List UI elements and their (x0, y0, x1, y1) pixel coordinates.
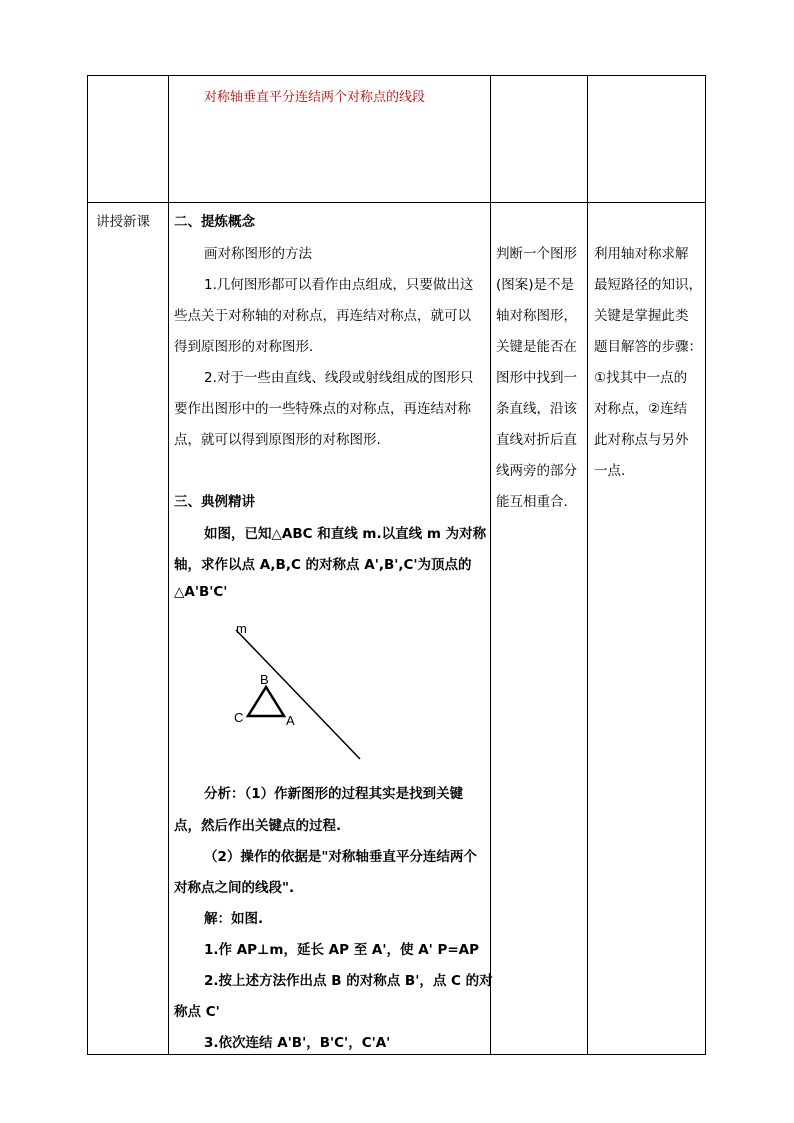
row-divider (88, 202, 705, 203)
column-divider (587, 76, 588, 1054)
paragraph-line: 1.几何图形都可以看作由点组成，只要做出这 (204, 277, 474, 293)
column-divider (490, 76, 491, 1054)
column-divider (168, 76, 169, 1054)
note-line: 线两旁的部分 (496, 463, 577, 479)
paragraph-line: 要作出图形中的一些特殊点的对称点，再连结对称 (174, 401, 471, 417)
note-line: ①找其中一点的 (594, 370, 688, 386)
paragraph-line: 些点关于对称轴的对称点，再连结对称点，就可以 (174, 308, 471, 324)
note-line: 一点. (594, 463, 626, 479)
axis-line (236, 630, 360, 759)
solution-line: 3.依次连结 A'B'，B'C'，C'A' (204, 1035, 391, 1051)
symmetry-figure (228, 621, 368, 761)
solution-line: 1.作 AP⊥m，延长 AP 至 A'，使 A' P=AP (204, 942, 480, 958)
note-line: 轴对称图形， (496, 308, 577, 324)
note-line: 关键是能否在 (496, 339, 577, 355)
analysis-line: 点，然后作出关键点的过程. (174, 818, 342, 834)
point-label-b: B (260, 672, 269, 687)
note-line: (图案)是不是 (496, 277, 575, 293)
axis-label: m (236, 621, 247, 636)
example-line: 如图，已知△ABC 和直线 m.以直线 m 为对称 (204, 526, 487, 542)
analysis-line: 对称点之间的线段". (174, 880, 295, 896)
note-line: 题目解答的步骤： (594, 339, 702, 355)
point-label-c: C (234, 710, 244, 725)
paragraph-line: 2.对于一些由直线、线段或射线组成的图形只 (204, 370, 474, 386)
stage-label: 讲授新课 (96, 214, 150, 230)
lesson-table (87, 75, 706, 1055)
solution-line: 2.按上述方法作出点 B 的对称点 B'，点 C 的对 (204, 973, 493, 989)
method-title: 画对称图形的方法 (204, 246, 312, 262)
paragraph-line: 点，就可以得到原图形的对称图形. (174, 432, 381, 448)
note-line: 图形中找到一 (496, 370, 577, 386)
example-line: △A'B'C' (174, 584, 228, 600)
example-line: 轴，求作以点 A,B,C 的对称点 A',B',C'为顶点的 (174, 557, 472, 573)
note-line: 判断一个图形 (496, 246, 577, 262)
key-point-text: 对称轴垂直平分连结两个对称点的线段 (204, 90, 426, 105)
section-title-examples: 三、典例精讲 (174, 494, 255, 510)
point-label-a: A (286, 713, 295, 728)
analysis-line: （2）操作的依据是"对称轴垂直平分连结两个 (204, 849, 477, 865)
solution-line: 解：如图. (204, 911, 264, 927)
note-line: 对称点，②连结 (594, 401, 688, 417)
note-line: 关键是掌握此类 (594, 308, 689, 324)
note-line: 此对称点与另外 (594, 432, 689, 448)
section-title-concepts: 二、提炼概念 (174, 214, 255, 230)
note-line: 能互相重合. (496, 494, 568, 510)
note-line: 利用轴对称求解 (594, 246, 689, 262)
paragraph-line: 得到原图形的对称图形. (174, 339, 314, 355)
analysis-line: 分析：（1）作新图形的过程其实是找到关键 (204, 786, 464, 802)
note-line: 条直线，沿该 (496, 401, 577, 417)
note-line: 直线对折后直 (496, 432, 577, 448)
triangle-abc (248, 687, 284, 716)
note-line: 最短路径的知识， (594, 277, 702, 293)
solution-line: 称点 C' (174, 1004, 220, 1020)
